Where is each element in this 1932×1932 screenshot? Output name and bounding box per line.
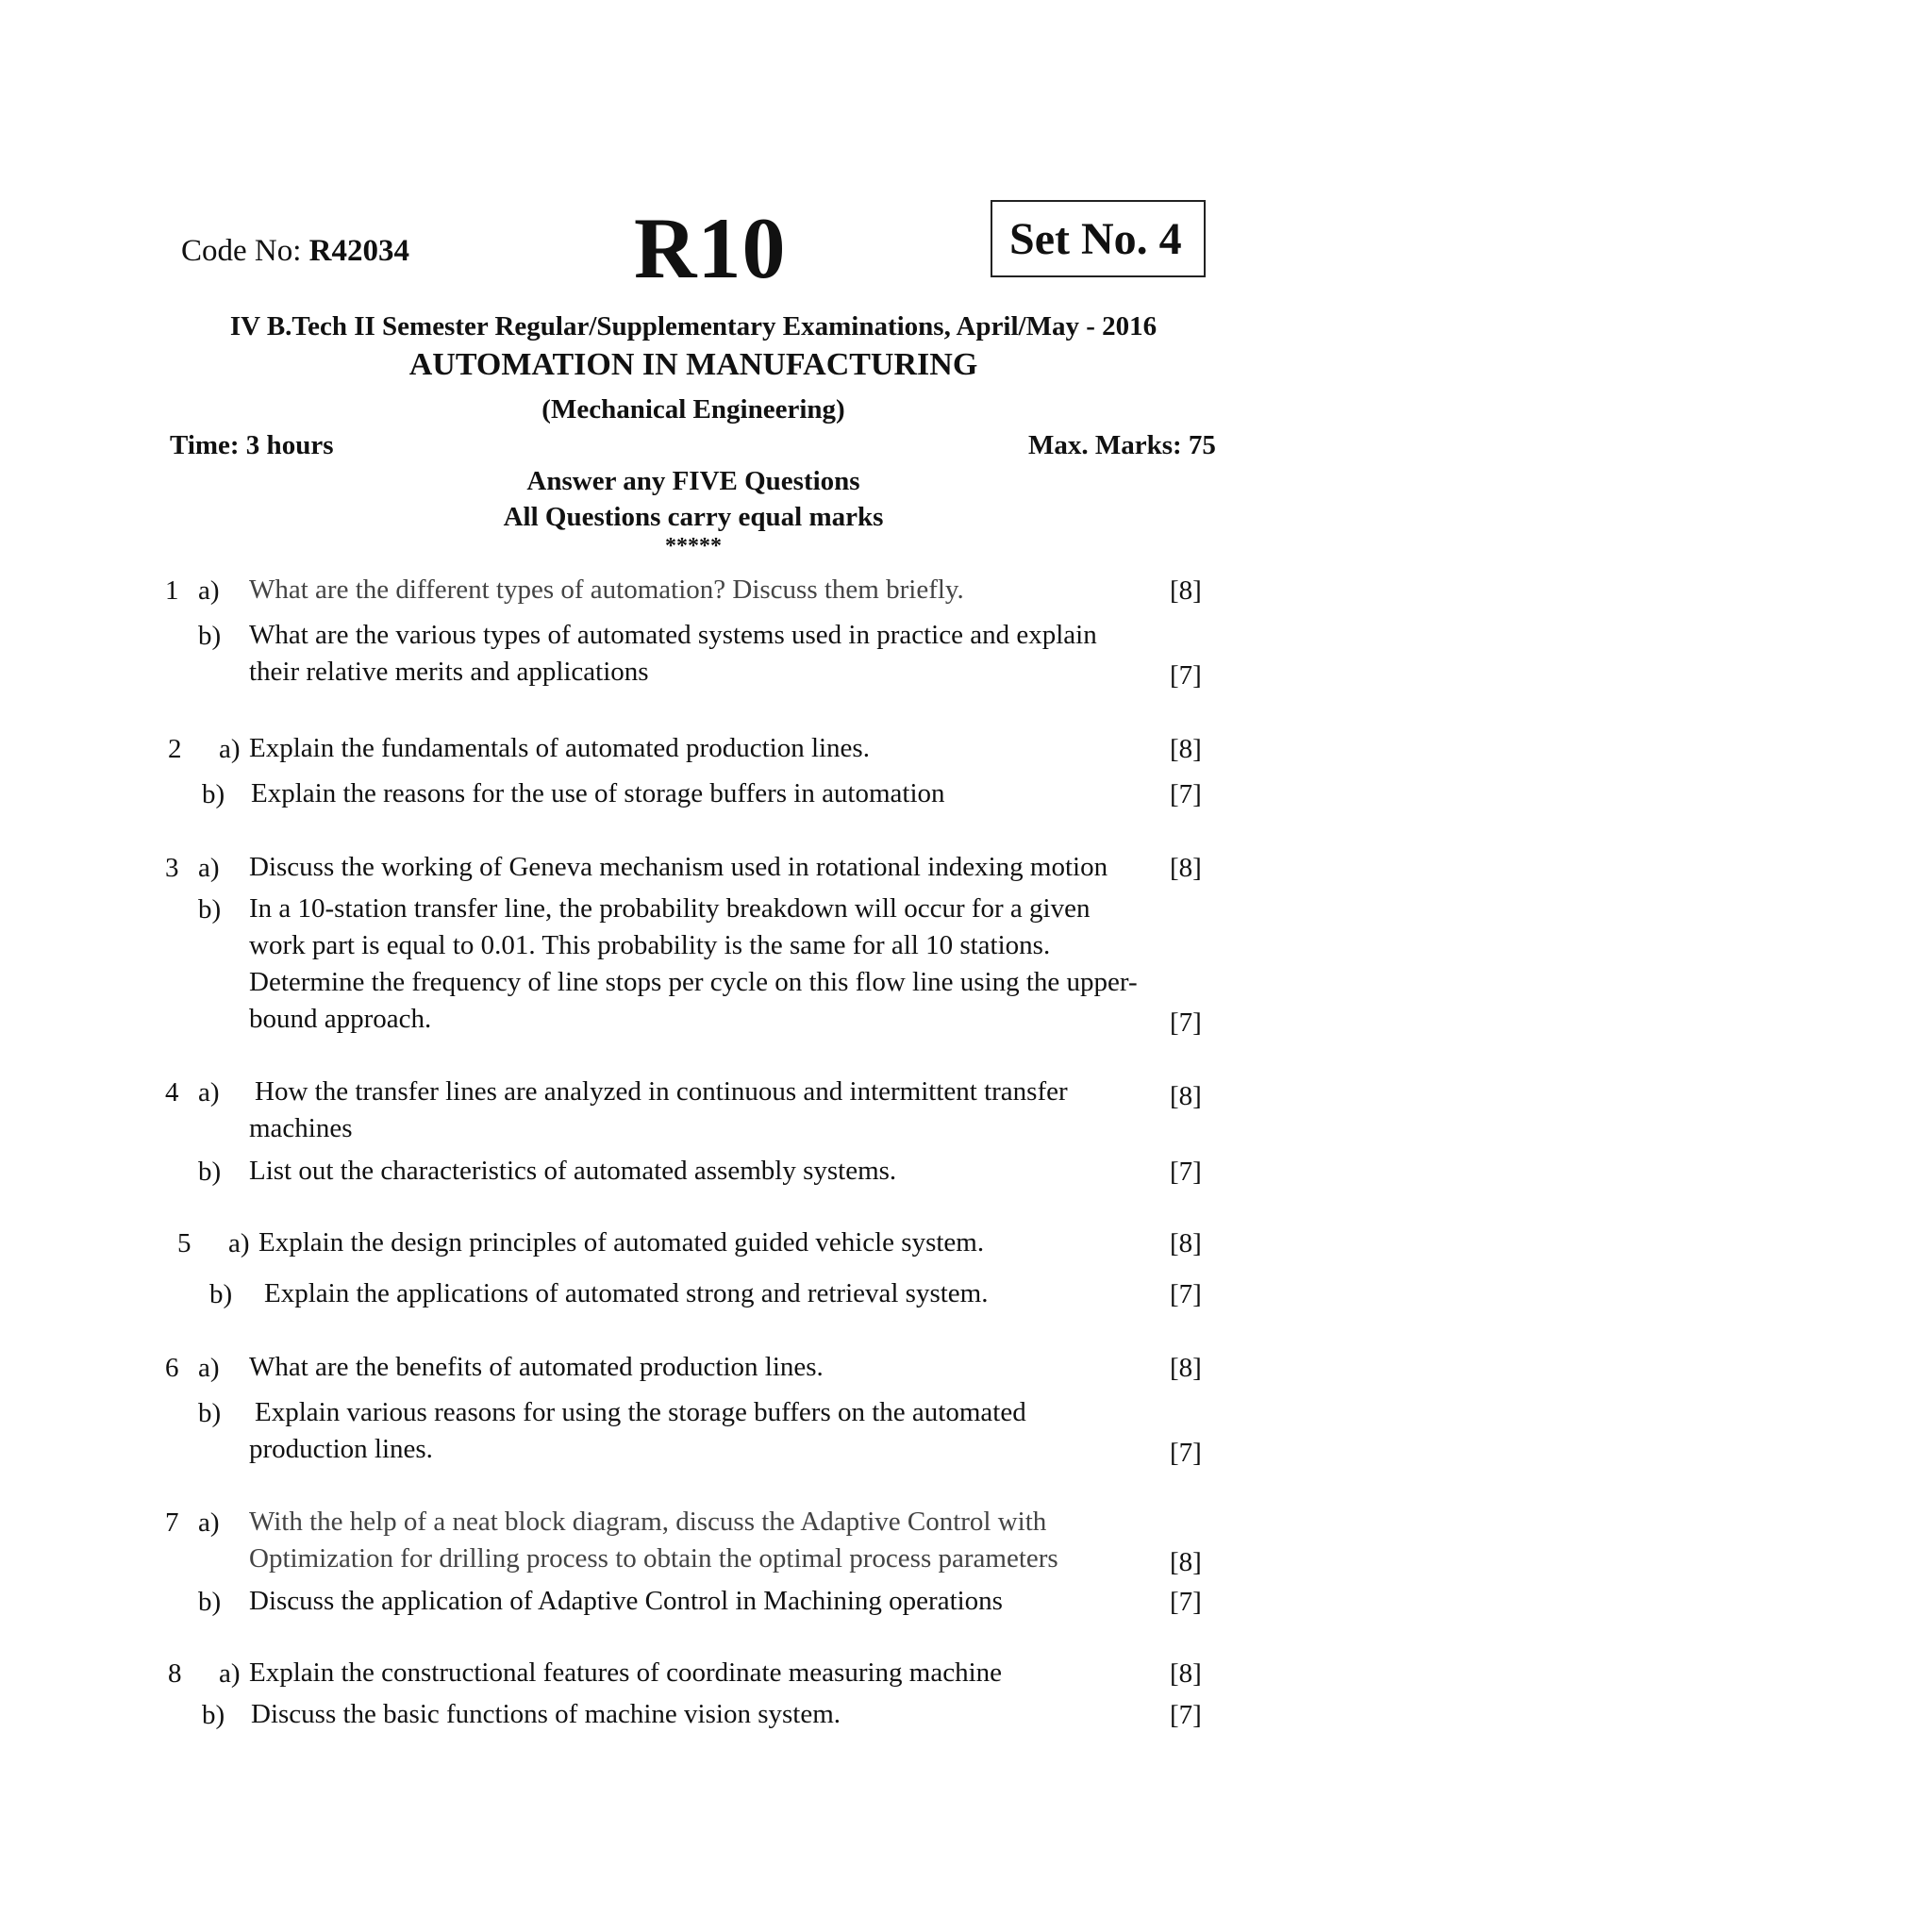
- question-7b-text: [249, 1583, 1003, 1620]
- code-label: Code No:: [181, 234, 302, 268]
- subject-title: AUTOMATION IN MANUFACTURING: [408, 347, 978, 382]
- question-4b-text: [249, 1153, 896, 1190]
- instruction-answer: Answer any FIVE Questions: [526, 466, 860, 496]
- text-line: List out the characteristics of automated assembly systems.: [249, 1156, 897, 1186]
- question-number: 2: [168, 734, 182, 764]
- question-6b-text: [249, 1394, 1026, 1468]
- part-label: b): [198, 1587, 222, 1617]
- question-1a-text: [249, 572, 964, 608]
- part-label: a): [198, 1077, 220, 1108]
- exam-title: IV B.Tech II Semester Regular/Supplementary Examinations, April/May - 2016: [229, 311, 1158, 341]
- marks: [7]: [1170, 660, 1202, 691]
- question-number: 6: [165, 1353, 179, 1383]
- part-label: b): [198, 621, 222, 651]
- text-line: Determine the frequency of line stops per cycle on this flow line using the upper-: [249, 967, 1138, 997]
- marks: [7]: [1170, 1008, 1202, 1038]
- text-line: With the help of a neat block diagram, discuss the Adaptive Control with: [249, 1507, 1047, 1537]
- marks: [8]: [1170, 575, 1202, 606]
- part-label: a): [228, 1228, 250, 1258]
- text-line: Discuss the application of Adaptive Control in Machining operations: [249, 1586, 1003, 1616]
- text-line: Discuss the basic functions of machine vision system.: [251, 1699, 841, 1729]
- text-line: Explain the reasons for the use of storage buffers in automation: [251, 778, 945, 808]
- marks: [8]: [1170, 853, 1202, 883]
- question-2a-text: [249, 730, 870, 767]
- question-1b-text: [249, 617, 1097, 691]
- set-number: Set No. 4: [1009, 214, 1182, 264]
- question-number: 3: [165, 853, 179, 883]
- regulation-code: R10: [634, 200, 787, 296]
- marks: [8]: [1170, 1353, 1202, 1383]
- max-marks: Max. Marks: 75: [1028, 430, 1216, 460]
- text-line: In a 10-station transfer line, the probability breakdown will occur for a given: [249, 893, 1091, 924]
- part-label: a): [219, 1658, 241, 1689]
- text-line: Explain various reasons for using the storage buffers on the automated: [255, 1397, 1026, 1427]
- instruction-marks: All Questions carry equal marks: [503, 502, 884, 532]
- part-label: b): [198, 1157, 222, 1187]
- question-8b-text: [251, 1696, 841, 1733]
- separator-stars: *****: [665, 534, 722, 558]
- part-label: a): [219, 734, 241, 764]
- marks: [7]: [1170, 1587, 1202, 1617]
- part-label: a): [198, 853, 220, 883]
- text-line: What are the benefits of automated production lines.: [249, 1352, 824, 1382]
- question-number: 7: [165, 1507, 179, 1538]
- question-2b-text: [251, 775, 945, 812]
- text-line: Explain the fundamentals of automated production lines.: [249, 733, 870, 763]
- text-line: bound approach.: [249, 1004, 432, 1034]
- question-7a-text: [249, 1504, 1058, 1577]
- text-line: production lines.: [249, 1434, 433, 1464]
- question-number: 5: [177, 1228, 192, 1258]
- question-5b-text: [264, 1275, 988, 1312]
- exam-time: Time: 3 hours: [170, 430, 334, 460]
- marks: [8]: [1170, 1228, 1202, 1258]
- text-line: machines: [249, 1113, 353, 1143]
- part-label: a): [198, 575, 220, 606]
- question-5a-text: [258, 1224, 984, 1261]
- text-line: Optimization for drilling process to obtain the optimal process parameters: [249, 1543, 1058, 1574]
- text-line: work part is equal to 0.01. This probability is the same for all 10 stations.: [249, 930, 1051, 960]
- text-line: How the transfer lines are analyzed in continuous and intermittent transfer: [255, 1076, 1068, 1107]
- question-number: 1: [165, 575, 179, 606]
- marks: [8]: [1170, 1081, 1202, 1111]
- question-6a-text: [249, 1349, 824, 1386]
- text-line: Explain the applications of automated strong and retrieval system.: [264, 1278, 989, 1308]
- marks: [7]: [1170, 1438, 1202, 1468]
- marks: [8]: [1170, 734, 1202, 764]
- marks: [8]: [1170, 1547, 1202, 1577]
- part-label: a): [198, 1353, 220, 1383]
- part-label: b): [198, 1398, 222, 1428]
- question-number: 4: [165, 1077, 179, 1108]
- branch-name: (Mechanical Engineering): [541, 394, 845, 425]
- set-number-box: [991, 200, 1206, 277]
- text-line: Explain the design principles of automated guided vehicle system.: [258, 1227, 985, 1257]
- marks: [7]: [1170, 1700, 1202, 1730]
- code-number: [181, 234, 409, 269]
- text-line: What are the different types of automation? Discuss them briefly.: [249, 575, 964, 605]
- part-label: b): [209, 1279, 233, 1309]
- part-label: b): [198, 894, 222, 924]
- code-value: R42034: [308, 234, 410, 268]
- text-line: Explain the constructional features of coordinate measuring machine: [249, 1657, 1003, 1688]
- marks: [7]: [1170, 1157, 1202, 1187]
- question-8a-text: [249, 1655, 1002, 1691]
- marks: [7]: [1170, 779, 1202, 809]
- part-label: a): [198, 1507, 220, 1538]
- marks: [7]: [1170, 1279, 1202, 1309]
- part-label: b): [202, 1700, 225, 1730]
- text-line: Discuss the working of Geneva mechanism used in rotational indexing motion: [249, 852, 1108, 882]
- question-number: 8: [168, 1658, 182, 1689]
- question-3a-text: [249, 849, 1108, 886]
- question-3b-text: [249, 891, 1138, 1038]
- text-line: What are the various types of automated systems used in practice and explain: [249, 620, 1097, 650]
- text-line: their relative merits and applications: [249, 657, 649, 687]
- question-4a-text: [249, 1074, 1068, 1147]
- marks: [8]: [1170, 1658, 1202, 1689]
- part-label: b): [202, 779, 225, 809]
